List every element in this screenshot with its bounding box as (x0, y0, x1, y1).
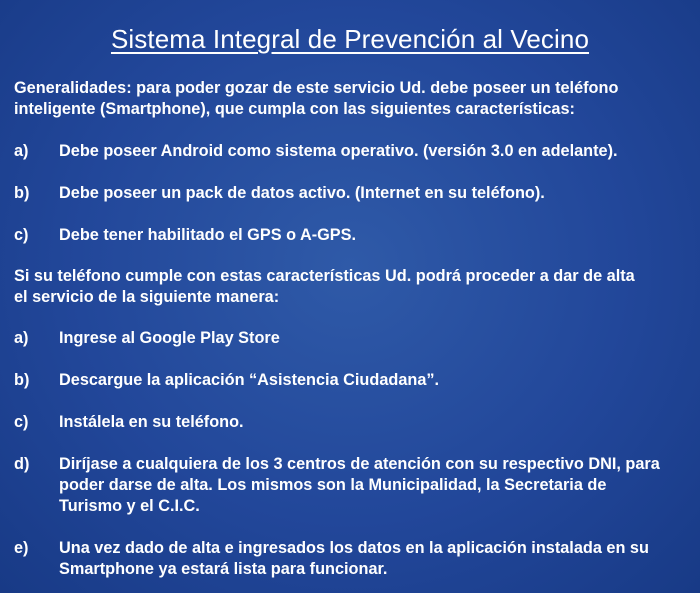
step-label: c) (14, 413, 29, 431)
step-text: Instálela en su teléfono. (59, 413, 244, 431)
step-label: a) (14, 329, 29, 347)
step-text-continuation: Turismo y el C.I.C. (59, 497, 200, 515)
requirement-text: Debe tener habilitado el GPS o A-GPS. (59, 226, 357, 244)
step-label: b) (14, 371, 30, 389)
requirement-text: Debe poseer Android como sistema operativo. (versión 3.0 en adelante). (59, 142, 618, 160)
procedure-intro-line-2: el servicio de la siguiente manera: (14, 288, 280, 306)
step-text: Descargue la aplicación “Asistencia Ciudadana”. (59, 371, 440, 389)
step-text-continuation: Smartphone ya estará lista para funcionar. (59, 560, 388, 578)
intro-line-2: inteligente (Smartphone), que cumpla con las siguientes características: (14, 100, 575, 118)
step-text-continuation: poder darse de alta. Los mismos son la Municipalidad, la Secretaria de (59, 476, 607, 494)
intro-line-1: Generalidades: para poder gozar de este servicio Ud. debe poseer un teléfono (14, 79, 619, 97)
step-text: Ingrese al Google Play Store (59, 329, 280, 347)
step-label: e) (14, 539, 29, 557)
step-label: d) (14, 455, 30, 473)
requirement-label: b) (14, 184, 30, 202)
step-text: Diríjase a cualquiera de los 3 centros de atención con su respectivo DNI, para (59, 455, 660, 473)
procedure-intro-line-1: Si su teléfono cumple con estas características Ud. podrá proceder a dar de alta (14, 267, 635, 285)
slide-title: Sistema Integral de Prevención al Vecino (110, 24, 590, 54)
requirement-text: Debe poseer un pack de datos activo. (Internet en su teléfono). (59, 184, 545, 202)
step-text: Una vez dado de alta e ingresados los datos en la aplicación instalada en su (59, 539, 649, 557)
requirement-label: a) (14, 142, 29, 160)
requirement-label: c) (14, 226, 29, 244)
